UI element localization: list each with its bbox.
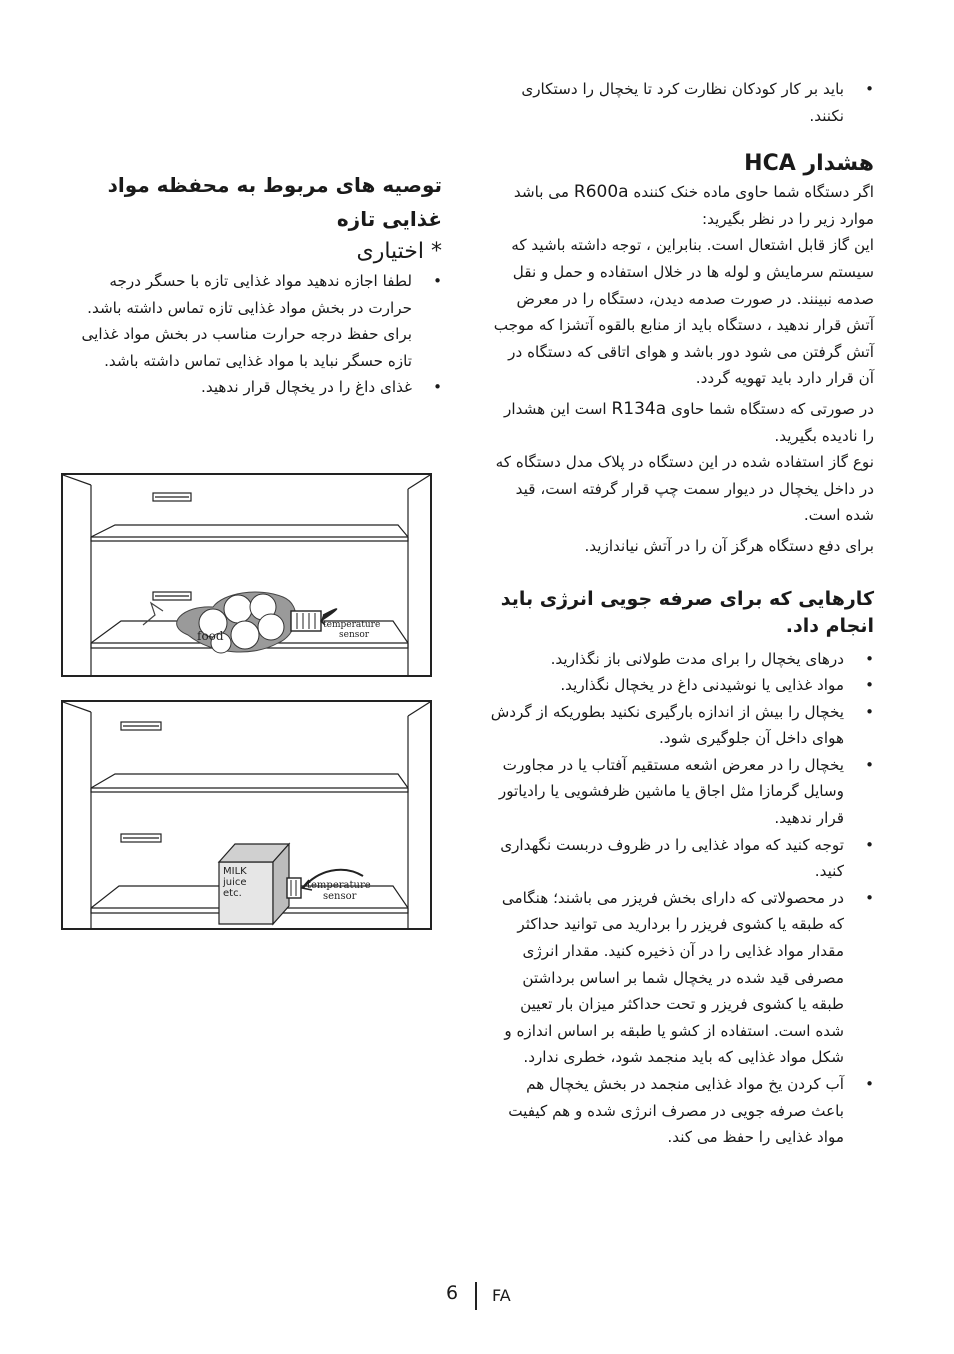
gas-type-paragraph: نوع گاز استفاده شده در این دستگاه در پلاک مدل دستگاه که در داخل یخچال در دیوار سمت چپ قرار گرفته است، قید شده است.: [495, 453, 874, 525]
carton-label-juice: juice: [223, 877, 247, 888]
r600a-code: R600a: [573, 182, 629, 203]
hca-heading-code: HCA: [744, 151, 796, 177]
sensor-label-line-1: temperature: [307, 880, 371, 891]
hca-heading: [490, 149, 874, 179]
sensor-label-line-2: sensor: [339, 630, 370, 640]
list-item: • توجه کنید که مواد غذایی را در ظروف دربست نگهداری کنید.: [490, 832, 844, 885]
sensor-label-line-2: sensor: [323, 891, 357, 902]
temperature-sensor-icon: [287, 878, 301, 898]
language-code: FA: [492, 1286, 511, 1305]
list-item: • مواد غذایی یا نوشیدنی داغ در یخچال نگذارید.: [490, 672, 844, 699]
list-item: • لطفا اجازه ندهید مواد غذایی تازه با حسگر درجه حرارت در بخش مواد غذایی تازه تماس داشته باشد. برای حفظ درجه حرارت مناسب در بخش مواد غذایی تازه حسگر نباید با مواد غذایی تماس داشته باشد.: [62, 268, 412, 374]
hca-intro: اگر دستگاه شما حاوی ماده خنک کننده R600a می باشد موارد زیر را در نظر بگیرید:: [513, 182, 874, 228]
fresh-food-heading: توصیه های مربوط به محفظه مواد غذایی تازه: [107, 173, 442, 231]
optional-note: * اختیاری: [356, 239, 442, 264]
hca-paragraph: این گاز قابل اشتعال است. بنابراین ، توجه داشته باشید که سیستم سرمایش و لوله ها در خلال استفاده و حمل و نقل صدمه نبینند. در صورت صدمه دیدن، دستگاه را در معرض آتش قرار ندهید ، دستگاه باید از منابع بالقوه آتشزا که موجب آتش گرفتن می شود دور باشد و هوای اتاقی که دستگاه در آن قرار دارد باید تهویه گردد.: [493, 236, 874, 388]
fresh-food-list: [62, 268, 442, 401]
footer-divider: [475, 1282, 477, 1310]
left-column: [62, 168, 442, 401]
hca-heading-prefix: هشدار: [803, 151, 874, 177]
r134a-code: R134a: [611, 398, 667, 419]
sensor-label-line-1: temperature: [323, 620, 381, 630]
r134a-note: در صورتی که دستگاه شما حاوی R134a است این هشدار را نادیده بگیرید.: [504, 398, 874, 445]
list-item: • آب کردن یخ مواد غذایی منجمد در بخش یخچال هم باعث صرفه جویی در مصرف انرژی شده و هم کیفیت مواد غذایی را حفظ می کند.: [490, 1071, 844, 1151]
child-supervision-list: [490, 76, 874, 129]
right-column: [490, 76, 874, 1151]
list-item: • درهای یخچال را برای مدت طولانی باز نگذارید.: [490, 646, 844, 673]
fridge-interior-illustration: [63, 702, 430, 928]
page-number: 6: [446, 1282, 459, 1304]
food-label: food: [197, 629, 224, 643]
temperature-sensor-icon: [291, 611, 321, 631]
list-item: • یخچال را بیش از اندازه بارگیری نکنید بطوریکه از گردش هوای داخل آن جلوگیری شود.: [490, 699, 844, 752]
food-illustration: [143, 592, 296, 653]
figure-food-sensor: [61, 473, 432, 677]
list-item: • یخچال را در معرض اشعه مستقیم آفتاب یا در مجاورت وسایل گرمازا مثل اجاق یا ماشین ظرفشویی یا رادیاتور قرار ندهید.: [490, 752, 844, 832]
energy-saving-list: [490, 646, 874, 1151]
list-item: • باید بر کار کودکان نظارت کرد تا یخچال را دستکاری نکنند.: [490, 76, 844, 129]
fridge-interior-illustration: [63, 475, 430, 675]
carton-label-etc: etc.: [223, 888, 242, 899]
energy-saving-heading: کارهایی که برای صرفه جویی انرژی باید انجام داد.: [500, 587, 874, 637]
hca-warning-section: [490, 149, 874, 559]
carton-label-milk: MILK: [223, 866, 247, 877]
figure-milk-sensor: [61, 700, 432, 930]
list-item: • در محصولاتی که دارای بخش فریزر می باشند؛ هنگامی که طبقه یا کشوی فریزر را بردارید می توانید حداکثر مقدار مواد غذایی را در آن ذخیره کنید. مقدار انرژی مصرفی قید شده در یخچال شما بر اساس برداشتن طبقه یا کشوی فریزر و تحت حداکثر میزان بار تعیین شده است. استفاده از کشو یا طبقه بر اساس اندازه و شکل مواد غذایی که باید منجمد شود، خطری ندارد.: [490, 885, 844, 1071]
disposal-paragraph: برای دفع دستگاه هرگز آن را در آتش نیاندازید.: [584, 536, 874, 555]
list-item: • غذای داغ را در یخچال قرار ندهید.: [62, 374, 412, 401]
